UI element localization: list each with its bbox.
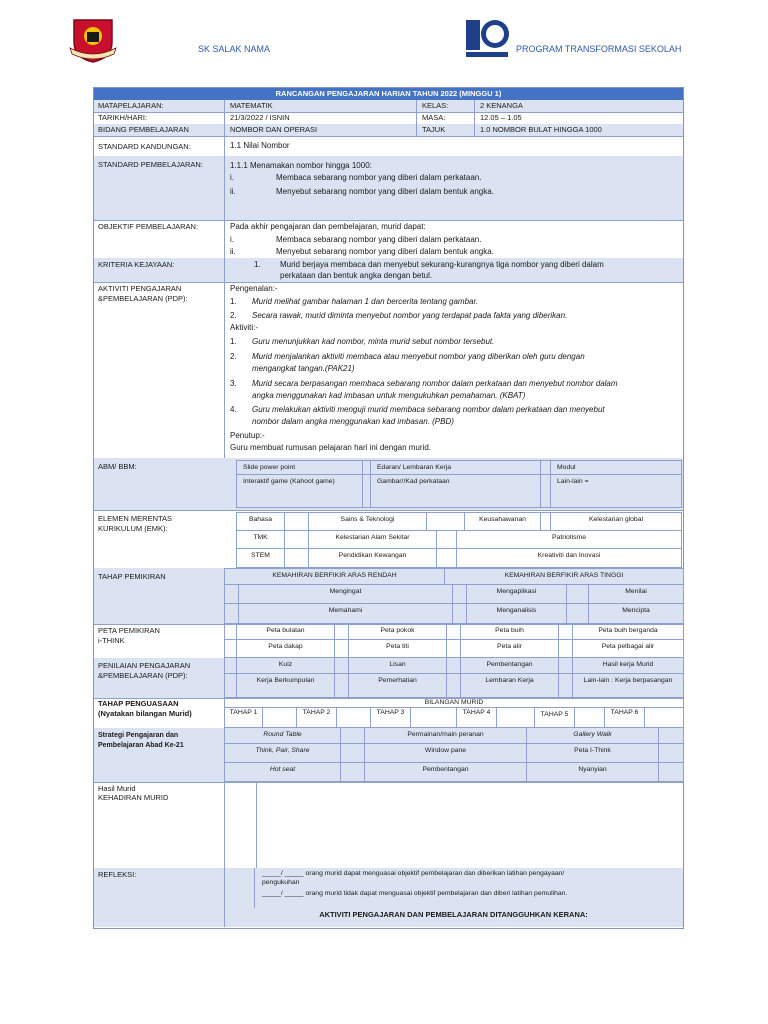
intro-item: Secara rawak, murid diminta menyebut nombor yang terdapat pada fakta yang diberikan. xyxy=(252,311,568,320)
topic-value: 1.0 NOMBOR BULAT HINGGA 1000 xyxy=(480,125,602,134)
emk-item: Bahasa xyxy=(237,513,285,531)
thinking-grid xyxy=(224,568,684,624)
criteria-line2: perkataan dan bentuk angka dengan betul. xyxy=(280,271,433,280)
closing-heading: Penutup:- xyxy=(230,431,265,440)
criteria-num: 1. xyxy=(254,260,261,269)
objective-num: i. xyxy=(230,235,234,244)
emk-row xyxy=(94,510,683,569)
emk-label: ELEMEN MERENTAS xyxy=(98,514,173,523)
abm-label: ABM/ BBM: xyxy=(98,462,137,471)
thinking-row xyxy=(94,568,683,625)
attendance-label: KEHADIRAN MURID xyxy=(98,793,169,802)
activity-label: AKTIVITI PENGAJARAN xyxy=(98,284,182,293)
activity-num: 1. xyxy=(230,337,237,346)
objective-num: ii. xyxy=(230,247,236,256)
learning-standard-item: Membaca sebarang nombor yang diberi dalam perkataan. xyxy=(276,173,482,182)
ithink-item: Peta titi xyxy=(349,640,447,657)
school-name: SK SALAK NAMA xyxy=(198,44,271,54)
activity-num: 3. xyxy=(230,379,237,388)
thinking-item: Menganalisis xyxy=(467,604,567,623)
assessment-item: Pemerhatian xyxy=(349,674,447,697)
activity-item: Murid menjalankan aktiviti membaca atau menyebut nombor yang diberikan oleh guru dengan xyxy=(252,352,585,361)
intro-num: 2. xyxy=(230,311,237,320)
emk-item: TMK xyxy=(237,531,285,549)
abm-row xyxy=(94,458,683,511)
learning-standard-item: Menyebut sebarang nombor yang diberi dalam bentuk angka. xyxy=(276,187,494,196)
mastery-level: TAHAP 6 xyxy=(605,708,645,727)
ithink-label: i-THINK xyxy=(98,636,125,645)
strategy-item: Pembentangan xyxy=(365,763,527,781)
assessment-item: Kerja Berkumpulan xyxy=(237,674,335,697)
abm-item: Interaktif game (Kahoot game) xyxy=(237,475,363,507)
emk-item: Kelestarian Alam Sekitar xyxy=(309,531,437,549)
activity-item-cont: nombor dalam angka menggunakan kad imbasan. (PBD) xyxy=(252,417,454,426)
activity-item: Guru menunjukkan kad nombor, minta murid sebut nombor tersebut. xyxy=(252,337,495,346)
objective-item: Membaca sebarang nombor yang diberi dalam perkataan. xyxy=(276,235,482,244)
activity-item: Murid secara berpasangan membaca sebarang nombor dalam perkataan dan menyebut nombor dalam xyxy=(252,379,618,388)
field-value: NOMBOR DAN OPERASI xyxy=(230,125,318,134)
postponed-row xyxy=(94,908,683,927)
ithink-grid xyxy=(224,624,684,658)
assessment-item: Pembentangan xyxy=(461,658,559,674)
mastery-level: TAHAP 2 xyxy=(297,708,337,727)
criteria-label: KRITERIA KEJAYAAN: xyxy=(98,260,175,269)
ithink-item: Peta bulatan xyxy=(237,624,335,640)
emk-item: STEM xyxy=(237,549,285,567)
mastery-level: TAHAP 4 xyxy=(457,708,497,727)
abm-item: Slide power point xyxy=(237,461,363,475)
assessment-label: PENILAIAN PENGAJARAN xyxy=(98,661,191,670)
school-crest-logo xyxy=(68,14,118,64)
learning-standard-num: ii. xyxy=(230,187,236,196)
class-label: KELAS: xyxy=(422,101,449,110)
mastery-level: TAHAP 1 xyxy=(225,708,263,727)
assessment-row xyxy=(94,658,683,699)
program-name: PROGRAM TRANSFORMASI SEKOLAH xyxy=(516,44,682,54)
emk-label: KURIKULUM (EMK): xyxy=(98,524,168,533)
mastery-label: TAHAP PENGUASAAN xyxy=(98,699,179,708)
reflection-line2: _____/ _____ orang murid tidak dapat menguasai objektif pembelajaran dan diberi latihan pemulihan. xyxy=(262,890,568,897)
mastery-row xyxy=(94,698,683,729)
activity-heading: Aktiviti:- xyxy=(230,323,258,332)
thinking-item: Mencipta xyxy=(622,607,650,614)
thinking-low-heading: KEMAHIRAN BERFIKIR ARAS RENDAH xyxy=(225,569,445,585)
emk-item: Sains & Teknologi xyxy=(309,513,427,531)
ithink-item: Peta alir xyxy=(461,640,559,657)
class-value: 2 KENANGA xyxy=(480,101,523,110)
activity-item-cont: angka menggunakan kad imbasan untuk mengukuhkan pemahaman. (KBAT) xyxy=(252,391,526,400)
thinking-item: Menilai xyxy=(589,585,683,604)
mastery-label: (Nyatakan bilangan Murid) xyxy=(98,709,192,718)
learning-standard-num: i. xyxy=(230,173,234,182)
objective-row xyxy=(94,220,683,259)
reflection-label: REFLEKSI: xyxy=(98,870,137,879)
activity-num: 2. xyxy=(230,352,237,361)
transformation-program-logo xyxy=(462,14,512,60)
attendance-row xyxy=(94,782,683,869)
ithink-item: Peta buih xyxy=(461,624,559,640)
date-value: 21/3/2022 / ISNIN xyxy=(230,113,290,122)
emk-item: Patriotisme xyxy=(457,531,681,549)
date-label: TARIKH/HARI: xyxy=(98,113,148,122)
criteria-line1: Murid berjaya membaca dan menyebut sekurang-kurangnya tiga nombor yang diberi dalam xyxy=(280,260,604,269)
intro-item: Murid melihat gambar halaman 1 dan bercerita tentang gambar. xyxy=(252,297,479,306)
learning-standard-label: STANDARD PEMBELAJARAN: xyxy=(98,160,203,169)
thinking-high-heading: KEMAHIRAN BERFIKIR ARAS TINGGI xyxy=(445,569,683,585)
attendance-label: Hasil Murid xyxy=(98,784,136,793)
ithink-row xyxy=(94,624,683,659)
assessment-item: Hasil kerja Murid xyxy=(573,658,683,674)
closing-text: Guru membuat rumusan pelajaran hari ini dengan murid. xyxy=(230,443,431,452)
mastery-heading: BILANGAN MURID xyxy=(225,698,683,708)
learning-standard-row xyxy=(94,156,683,221)
reflection-line1-cont: pengukuhan xyxy=(262,879,300,886)
strategy-label: Strategi Pengajaran dan xyxy=(98,732,179,739)
thinking-item: Mengaplikasi xyxy=(467,585,567,604)
content-standard-row xyxy=(94,136,683,157)
thinking-item: Memahami xyxy=(239,604,453,623)
content-standard-label: STANDARD KANDUNGAN: xyxy=(98,142,191,151)
time-label: MASA: xyxy=(422,113,446,122)
intro-heading: Pengenalan:- xyxy=(230,284,278,293)
learning-standard-intro: 1.1.1 Menamakan nombor hingga 1000: xyxy=(230,161,372,170)
assessment-item: Kuiz xyxy=(237,658,335,674)
strategy-label: Pembelajaran Abad Ke-21 xyxy=(98,742,184,749)
topic-label: TAJUK xyxy=(422,125,446,134)
time-value: 12.05 – 1.05 xyxy=(480,113,522,122)
mastery-level: TAHAP 3 xyxy=(371,708,411,727)
abm-item: Gambar//Kad perkataan xyxy=(371,475,541,507)
ithink-item: Peta buih berganda xyxy=(573,624,683,640)
strategy-item: Permainan/main peranan xyxy=(365,728,527,744)
activity-label: &PEMBELAJARAN (PDP): xyxy=(98,294,188,303)
postponed-heading: AKTIVITI PENGAJARAN DAN PEMBELAJARAN DITANGGUHKAN KERANA: xyxy=(319,910,588,919)
abm-item: Edaran/ Lembaran Kerja xyxy=(371,461,541,475)
reflection-row xyxy=(94,868,683,909)
assessment-grid xyxy=(224,658,684,698)
emk-grid xyxy=(236,512,682,568)
plan-title: RANCANGAN PENGAJARAN HARIAN TAHUN 2022 (MINGGU 1) xyxy=(94,88,683,101)
mastery-level: TAHAP 5 xyxy=(535,708,575,727)
activity-item-cont: mengangkat tangan.(PAK21) xyxy=(252,364,355,373)
ithink-item: Peta dakap xyxy=(237,640,335,657)
objective-intro: Pada akhir pengajaran dan pembelajaran, murid dapat: xyxy=(230,222,426,231)
activity-row xyxy=(94,282,683,459)
ithink-item: Peta pokok xyxy=(349,624,447,640)
emk-item: Kelestarian global xyxy=(551,513,681,531)
thinking-label: TAHAP PEMIKIRAN xyxy=(98,572,166,581)
strategy-grid xyxy=(224,728,684,782)
abm-item: Modul xyxy=(551,461,681,475)
criteria-row xyxy=(94,258,683,283)
mastery-grid xyxy=(224,698,684,728)
field-label: BIDANG PEMBELAJARAN xyxy=(98,125,189,134)
abm-grid xyxy=(236,460,682,508)
emk-item: Keusahawanan xyxy=(465,513,541,531)
strategy-item: Round Table xyxy=(225,728,341,744)
content-standard-value: 1.1 Nilai Nombor xyxy=(230,141,290,150)
emk-item: Pendidikan Kewangan xyxy=(309,549,437,567)
lesson-plan-sheet xyxy=(93,87,684,929)
assessment-label: &PEMBELAJARAN (PDP): xyxy=(98,671,188,680)
emk-item: Kreativiti dan Inovasi xyxy=(537,552,601,559)
subject-label: MATAPELAJARAN: xyxy=(98,101,164,110)
objective-item: Menyebut sebarang nombor yang diberi dalam bentuk angka. xyxy=(276,247,494,256)
intro-num: 1. xyxy=(230,297,237,306)
strategy-item: Peta I-Think xyxy=(527,744,659,763)
strategy-item: Window pane xyxy=(365,744,527,763)
strategy-item: Hot seat xyxy=(225,763,341,781)
activity-num: 4. xyxy=(230,405,237,414)
assessment-item: Lembaran Kerja xyxy=(461,674,559,697)
assessment-item: Lisan xyxy=(349,658,447,674)
objective-label: OBJEKTIF PEMBELAJARAN: xyxy=(98,222,199,231)
ithink-label: PETA PEMIKIRAN xyxy=(98,626,160,635)
abm-item: Lain-lain = xyxy=(557,478,589,485)
subject-value: MATEMATIK xyxy=(230,101,273,110)
reflection-line1: _____/ _____ orang murid dapat menguasai objektif pembelajaran dan diberikan latihan pengayaan/ xyxy=(262,870,565,877)
thinking-item: Mengingat xyxy=(239,585,453,604)
activity-item: Guru melakukan aktiviti menguji murid membaca sebarang nombor dalam perkataan dan menyebut xyxy=(252,405,605,414)
strategy-item: Gallery Walk xyxy=(527,728,659,744)
strategy-row xyxy=(94,728,683,783)
strategy-item: Nyanyian xyxy=(527,763,659,781)
ithink-item: Peta pelbagai alir xyxy=(601,643,655,650)
assessment-item: Lain-lain : Kerja berpasangan xyxy=(583,677,673,684)
strategy-item: Think, Pair, Share xyxy=(225,744,341,763)
